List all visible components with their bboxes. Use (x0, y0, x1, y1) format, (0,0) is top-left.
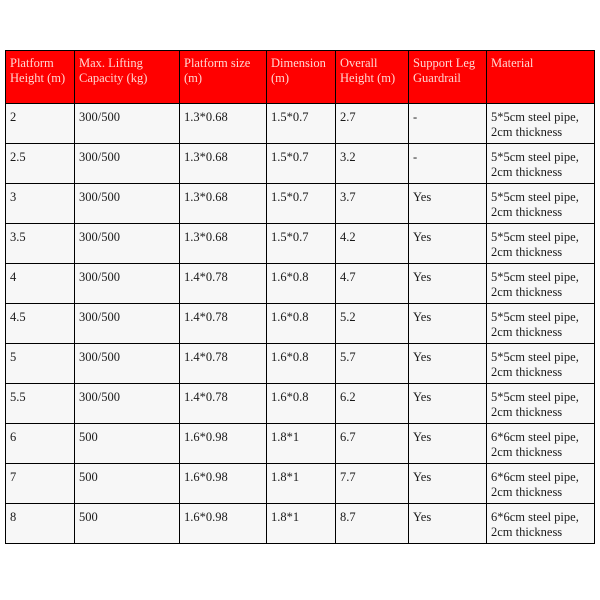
header-material: Material (487, 51, 595, 104)
header-overall-height: Overall Height (m) (336, 51, 409, 104)
table-row (6, 224, 595, 264)
spec-table (5, 50, 595, 544)
cell-platform-size (180, 144, 267, 184)
cell-text: 500 (79, 430, 98, 444)
cell-text: 5*5cm steel pipe, 2cm thickness (491, 390, 579, 419)
cell-text: 5*5cm steel pipe, 2cm thickness (491, 230, 579, 259)
cell-material (487, 344, 595, 384)
cell-platform-size (180, 264, 267, 304)
cell-dimension (267, 344, 336, 384)
cell-text: 1.5*0.7 (271, 190, 309, 204)
cell-overall-height (336, 104, 409, 144)
cell-text: 5*5cm steel pipe, 2cm thickness (491, 350, 579, 379)
cell-text: Yes (413, 430, 432, 444)
cell-text: 2.5 (10, 150, 26, 164)
cell-support-leg-guardrail (409, 464, 487, 504)
cell-dimension (267, 384, 336, 424)
cell-support-leg-guardrail (409, 224, 487, 264)
cell-material (487, 464, 595, 504)
table-row (6, 424, 595, 464)
cell-platform-height (6, 424, 75, 464)
cell-text: 7.7 (340, 470, 356, 484)
cell-text: 1.5*0.7 (271, 150, 309, 164)
cell-text: 1.5*0.7 (271, 110, 309, 124)
cell-text: 3.5 (10, 230, 26, 244)
cell-max-lifting-capacity (75, 144, 180, 184)
cell-support-leg-guardrail (409, 384, 487, 424)
cell-text: 1.6*0.8 (271, 270, 309, 284)
cell-text: 2 (10, 110, 17, 124)
cell-overall-height (336, 424, 409, 464)
cell-dimension (267, 104, 336, 144)
cell-text: 3.2 (340, 150, 356, 164)
cell-dimension (267, 224, 336, 264)
cell-text: 1.3*0.68 (184, 150, 228, 164)
cell-text: 1.4*0.78 (184, 390, 228, 404)
header-platform-size: Platform size (m) (180, 51, 267, 104)
cell-text: 3.7 (340, 190, 356, 204)
table-row (6, 104, 595, 144)
cell-overall-height (336, 464, 409, 504)
table-row (6, 464, 595, 504)
cell-text: 500 (79, 510, 98, 524)
cell-max-lifting-capacity (75, 384, 180, 424)
cell-platform-size (180, 504, 267, 544)
cell-max-lifting-capacity (75, 184, 180, 224)
cell-text: 1.6*0.98 (184, 430, 228, 444)
cell-dimension (267, 304, 336, 344)
cell-text: 1.3*0.68 (184, 230, 228, 244)
cell-text: 5*5cm steel pipe, 2cm thickness (491, 190, 579, 219)
cell-overall-height (336, 184, 409, 224)
cell-text: 1.5*0.7 (271, 230, 309, 244)
cell-text: 1.8*1 (271, 470, 300, 484)
cell-text: Yes (413, 270, 432, 284)
cell-text: 300/500 (79, 310, 120, 324)
header-platform-height: Platform Height (m) (6, 51, 75, 104)
cell-text: Yes (413, 390, 432, 404)
cell-text: 4.2 (340, 230, 356, 244)
cell-text: Yes (413, 190, 432, 204)
cell-platform-height (6, 104, 75, 144)
cell-text: 300/500 (79, 230, 120, 244)
cell-platform-height (6, 304, 75, 344)
cell-overall-height (336, 144, 409, 184)
cell-text: 6.2 (340, 390, 356, 404)
cell-support-leg-guardrail (409, 304, 487, 344)
cell-text: Yes (413, 470, 432, 484)
cell-platform-height (6, 144, 75, 184)
cell-text: Yes (413, 230, 432, 244)
cell-material (487, 104, 595, 144)
cell-max-lifting-capacity (75, 304, 180, 344)
cell-material (487, 144, 595, 184)
cell-text: 5*5cm steel pipe, 2cm thickness (491, 150, 579, 179)
cell-overall-height (336, 264, 409, 304)
cell-text: - (413, 150, 418, 164)
cell-text: Yes (413, 310, 432, 324)
cell-dimension (267, 424, 336, 464)
cell-material (487, 304, 595, 344)
cell-platform-height (6, 264, 75, 304)
cell-platform-size (180, 184, 267, 224)
cell-platform-height (6, 464, 75, 504)
cell-text: 1.4*0.78 (184, 310, 228, 324)
cell-platform-size (180, 224, 267, 264)
table-row (6, 384, 595, 424)
cell-material (487, 384, 595, 424)
cell-dimension (267, 184, 336, 224)
cell-dimension (267, 264, 336, 304)
cell-text: 5.5 (10, 390, 26, 404)
cell-text: 300/500 (79, 110, 120, 124)
cell-text: 5*5cm steel pipe, 2cm thickness (491, 110, 579, 139)
cell-overall-height (336, 344, 409, 384)
cell-overall-height (336, 304, 409, 344)
table-row (6, 344, 595, 384)
cell-text: 1.6*0.98 (184, 470, 228, 484)
cell-material (487, 504, 595, 544)
cell-platform-size (180, 384, 267, 424)
cell-text: 4.7 (340, 270, 356, 284)
cell-text: 1.3*0.68 (184, 190, 228, 204)
cell-text: 6*6cm steel pipe, 2cm thickness (491, 470, 579, 499)
cell-text: 300/500 (79, 190, 120, 204)
cell-text: 1.6*0.8 (271, 350, 309, 364)
cell-text: 5.2 (340, 310, 356, 324)
table-row (6, 184, 595, 224)
cell-text: 300/500 (79, 270, 120, 284)
table-header (6, 51, 595, 104)
cell-max-lifting-capacity (75, 104, 180, 144)
cell-text: 8.7 (340, 510, 356, 524)
cell-max-lifting-capacity (75, 424, 180, 464)
cell-text: 1.8*1 (271, 510, 300, 524)
cell-max-lifting-capacity (75, 504, 180, 544)
cell-support-leg-guardrail (409, 264, 487, 304)
cell-text: 6 (10, 430, 17, 444)
table-row (6, 144, 595, 184)
cell-platform-height (6, 184, 75, 224)
cell-text: 1.4*0.78 (184, 270, 228, 284)
cell-text: 500 (79, 470, 98, 484)
cell-text: 300/500 (79, 390, 120, 404)
cell-text: 2.7 (340, 110, 356, 124)
cell-text: 1.4*0.78 (184, 350, 228, 364)
cell-material (487, 184, 595, 224)
cell-text: 5*5cm steel pipe, 2cm thickness (491, 310, 579, 339)
table-body (6, 104, 595, 544)
cell-text: 7 (10, 470, 17, 484)
cell-max-lifting-capacity (75, 224, 180, 264)
cell-max-lifting-capacity (75, 344, 180, 384)
cell-platform-size (180, 304, 267, 344)
cell-text: 1.8*1 (271, 430, 300, 444)
header-dimension: Dimension (m) (267, 51, 336, 104)
cell-text: Yes (413, 510, 432, 524)
cell-support-leg-guardrail (409, 504, 487, 544)
header-row (6, 51, 595, 104)
cell-text: 5*5cm steel pipe, 2cm thickness (491, 270, 579, 299)
cell-material (487, 424, 595, 464)
cell-overall-height (336, 504, 409, 544)
cell-support-leg-guardrail (409, 184, 487, 224)
cell-text: 5 (10, 350, 17, 364)
cell-text: 5.7 (340, 350, 356, 364)
cell-text: Yes (413, 350, 432, 364)
cell-material (487, 264, 595, 304)
cell-text: 300/500 (79, 350, 120, 364)
cell-text: 3 (10, 190, 17, 204)
cell-platform-height (6, 344, 75, 384)
cell-dimension (267, 144, 336, 184)
cell-text: 1.6*0.98 (184, 510, 228, 524)
header-support-leg-guardrail: Support Leg Guardrail (409, 51, 487, 104)
cell-support-leg-guardrail (409, 144, 487, 184)
cell-text: - (413, 110, 418, 124)
cell-overall-height (336, 384, 409, 424)
cell-max-lifting-capacity (75, 464, 180, 504)
cell-text: 300/500 (79, 150, 120, 164)
cell-platform-height (6, 224, 75, 264)
cell-support-leg-guardrail (409, 344, 487, 384)
header-max-lifting-capacity: Max. Lifting Capacity (kg) (75, 51, 180, 104)
cell-platform-size (180, 344, 267, 384)
table-row (6, 264, 595, 304)
cell-platform-size (180, 104, 267, 144)
cell-text: 4.5 (10, 310, 26, 324)
cell-max-lifting-capacity (75, 264, 180, 304)
cell-platform-height (6, 504, 75, 544)
cell-text: 1.6*0.8 (271, 310, 309, 324)
cell-text: 8 (10, 510, 17, 524)
cell-text: 6.7 (340, 430, 356, 444)
cell-material (487, 224, 595, 264)
cell-support-leg-guardrail (409, 104, 487, 144)
table-row (6, 504, 595, 544)
cell-text: 1.3*0.68 (184, 110, 228, 124)
cell-dimension (267, 464, 336, 504)
cell-text: 1.6*0.8 (271, 390, 309, 404)
cell-platform-height (6, 384, 75, 424)
cell-dimension (267, 504, 336, 544)
cell-text: 6*6cm steel pipe, 2cm thickness (491, 510, 579, 539)
cell-support-leg-guardrail (409, 424, 487, 464)
table-row (6, 304, 595, 344)
cell-platform-size (180, 464, 267, 504)
cell-overall-height (336, 224, 409, 264)
cell-text: 4 (10, 270, 17, 284)
cell-platform-size (180, 424, 267, 464)
cell-text: 6*6cm steel pipe, 2cm thickness (491, 430, 579, 459)
